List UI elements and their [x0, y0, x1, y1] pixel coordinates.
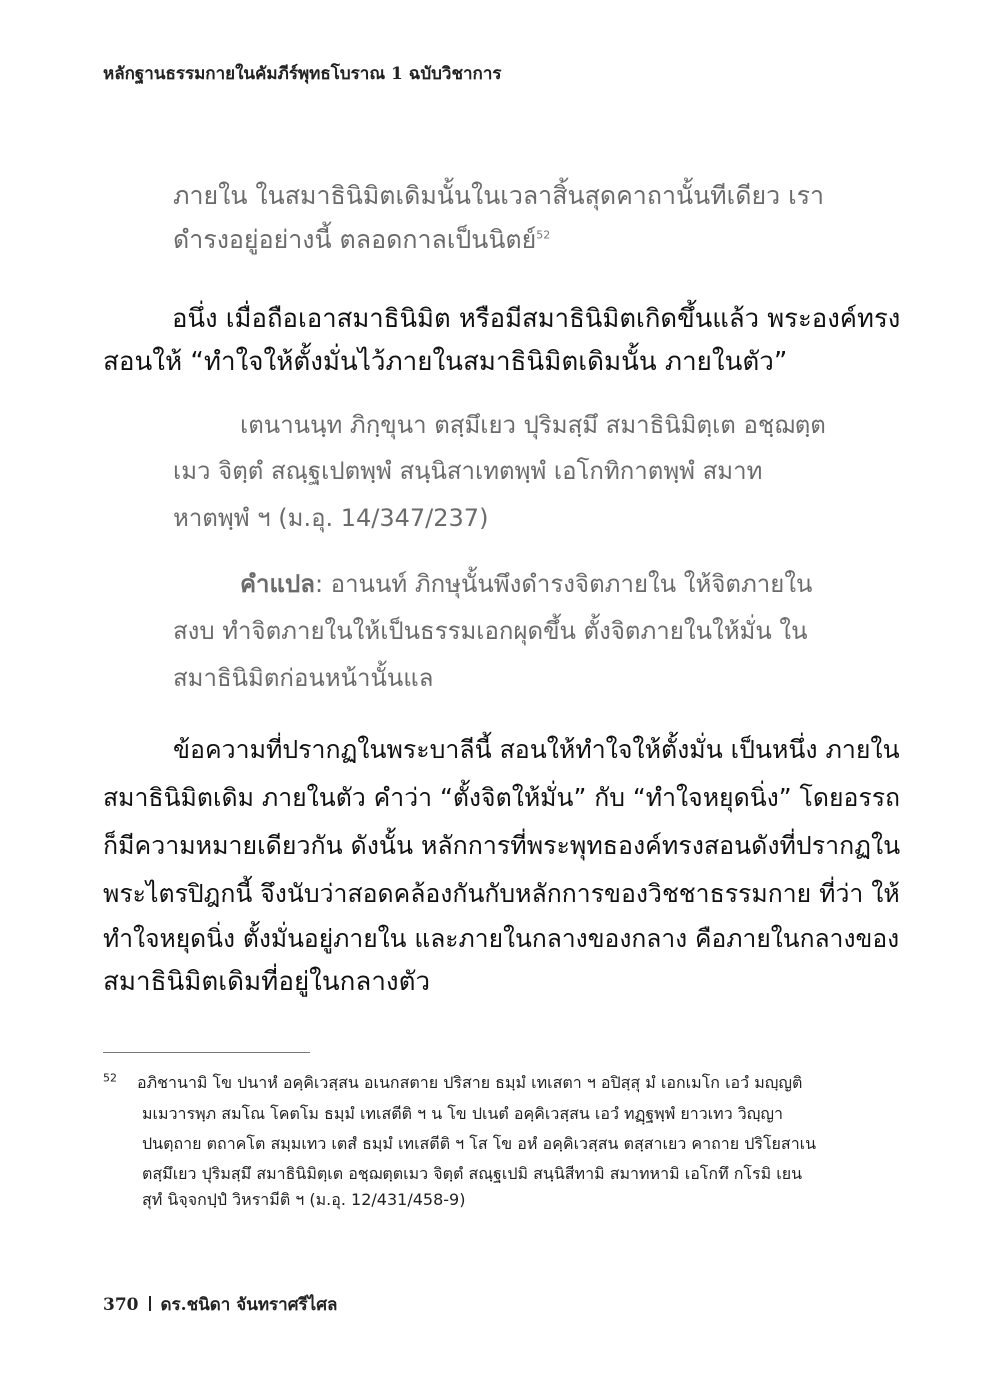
footnote-line-2: มเมวารพฺภ สมโณ โคตโม ธมฺมํ เทเสตีติ ฯ น โข ปเนตํ อคฺคิเวสฺสน เอวํ ทฏฺฐพฺพํ ยาวเทว วิญฺญา: [142, 1104, 783, 1123]
pali-quote-line-2: เมว จิตฺตํ สณฺฐเปตพฺพํ สนฺนิสาเทตพฺพํ เอโกทิกาตพฺพํ สมาท: [173, 457, 763, 485]
quote-top-line-2-text: ดำรงอยู่อย่างนี้ ตลอดกาลเป็นนิตย์: [173, 225, 537, 254]
para2-line-4: พระไตรปิฎกนี้ จึงนับว่าสอดคล้องกันกับหลักการของวิชชาธรรมกาย ที่ว่า ให้: [103, 879, 900, 908]
translation-line-2: สงบ ทำจิตภายในให้เป็นธรรมเอกผุดขึ้น ตั้งจิตภายในให้มั่น ใน: [173, 617, 808, 645]
para2-line-3: ก็มีความหมายเดียวกัน ดังนั้น หลักการที่พระพุทธองค์ทรงสอนดังที่ปรากฏใน: [103, 831, 901, 860]
page-number: 370: [103, 1295, 139, 1315]
para2-line-2: สมาธินิมิตเดิม ภายในตัว คำว่า “ตั้งจิตให้มั่น” กับ “ทำใจหยุดนิ่ง” โดยอรรถ: [103, 783, 901, 812]
footer-separator: [149, 1296, 151, 1311]
para2-line-6: สมาธินิมิตเดิมที่อยู่ในกลางตัว: [103, 967, 431, 997]
translation-line-3: สมาธินิมิตก่อนหน้านั้นแล: [173, 664, 434, 692]
footnote-line-4: ตสฺมึเยว ปุริมสฺมึ สมาธินิมิตฺเต อชฺฌตฺตเมว จิตฺตํ สณฺฐเปมิ สนฺนิสีทามิ สมาทหามิ เอโกทึ กโรมิ เยน: [142, 1164, 802, 1183]
footnote-line-1-text: อภิชานามิ โข ปนาหํ อคฺคิเวสฺสน อเนกสตาย ปริสาย ธมฺมํ เทเสตา ฯ อปิสฺสุ มํ เอกเมโก เอวํ มญฺญติ: [137, 1073, 803, 1092]
quote-top-line-1: ภายใน ในสมาธินิมิตเดิมนั้นในเวลาสิ้นสุดคาถานั้นทีเดียว เรา: [173, 181, 825, 210]
para2-line-5: ทำใจหยุดนิ่ง ตั้งมั่นอยู่ภายใน และภายในกลางของกลาง คือภายในกลางของ: [103, 924, 900, 953]
pali-quote-line-1: เตนานนฺท ภิกฺขุนา ตสฺมึเยว ปุริมสฺมึ สมาธินิมิตฺเต อชฺฌตฺต: [240, 411, 826, 439]
author-name: ดร.ชนิดา จันทราศรีไศล: [160, 1295, 338, 1315]
footnote-number: 52: [103, 1071, 117, 1085]
footnote-reference[interactable]: 52: [536, 228, 551, 242]
quote-top-line-2: [173, 224, 550, 256]
page-footer: [103, 1293, 337, 1317]
pali-quote-line-3: หาตพฺพํ ฯ (ม.อุ. 14/347/237): [173, 504, 489, 532]
para1-line-1: อนึ่ง เมื่อถือเอาสมาธินิมิต หรือมีสมาธินิมิตเกิดขึ้นแล้ว พระองค์ทรง: [172, 304, 901, 334]
para2-line-1: ข้อความที่ปรากฏในพระบาลีนี้ สอนให้ทำใจให้ตั้งมั่น เป็นหนึ่ง ภายใน: [173, 735, 900, 764]
translation-line-1: [240, 568, 812, 600]
footnote-line-1: [103, 1072, 802, 1094]
footnote-divider: [103, 1052, 310, 1053]
para1-line-2: สอนให้ “ทำใจให้ตั้งมั่นไว้ภายในสมาธินิมิตเดิมนั้น ภายในตัว”: [103, 347, 788, 377]
translation-line-1-text: : อานนท์ ภิกษุนั้นพึงดำรงจิตภายใน ให้จิตภายใน: [314, 570, 813, 598]
footnote-line-5: สุทํ นิจฺจกปฺปํ วิหรามีติ ฯ (ม.อุ. 12/431/458-9): [142, 1190, 466, 1209]
footnote-line-3: ปนตฺถาย ตถาคโต สมฺมเทว เตสํ ธมฺมํ เทเสตีติ ฯ โส โข อหํ อคฺคิเวสฺสน ตสฺสาเยว คาถาย ปริโยสาเน: [142, 1134, 817, 1153]
running-header: หลักฐานธรรมกายในคัมภีร์พุทธโบราณ 1 ฉบับวิชาการ: [103, 64, 502, 84]
translation-label: คำแปล: [240, 570, 315, 598]
